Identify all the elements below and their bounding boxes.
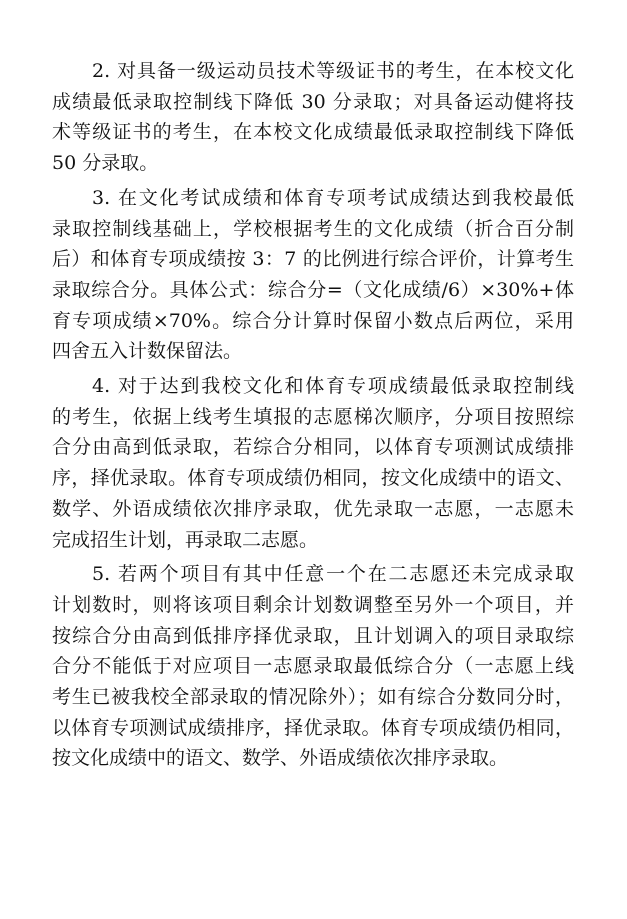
text-line: 合分不能低于对应项目一志愿录取最低综合分（一志愿上线 — [52, 655, 574, 678]
text-line: 按文化成绩中的语文、数学、外语成绩依次排序录取。 — [52, 747, 509, 770]
text-line: 50 分录取。 — [52, 152, 159, 175]
text-line: 2. 对具备一级运动员技术等级证书的考生，在本校文化 — [92, 60, 574, 82]
text-line: 录取控制线基础上，学校根据考生的文化成绩（折合百分制 — [52, 217, 574, 240]
text-line: 成绩最低录取控制线下降低 30 分录取；对具备运动健将技 — [52, 90, 574, 113]
paragraph-rule-4 — [52, 371, 574, 555]
text-line: 3. 在文化考试成绩和体育专项考试成绩达到我校最低 — [92, 186, 574, 209]
paragraph-rule-5 — [52, 559, 574, 774]
text-line: 四舍五入计数保留法。 — [52, 340, 243, 363]
paragraph-rule-2 — [52, 56, 574, 179]
text-line: 考生已被我校全部录取的情况除外）；如有综合分数同分时， — [52, 686, 574, 709]
text-line: 以体育专项测试成绩排序，择优录取。体育专项成绩仍相同， — [52, 716, 574, 739]
text-line: 计划数时，则将该项目剩余计划数调整至另外一个项目，并 — [52, 593, 574, 616]
text-line: 数学、外语成绩依次排序录取，优先录取一志愿，一志愿未 — [52, 497, 574, 520]
text-line: 按综合分由高到低排序择优录取，且计划调入的项目录取综 — [52, 624, 574, 647]
text-line: 序，择优录取。体育专项成绩仍相同，按文化成绩中的语文、 — [52, 467, 574, 490]
text-line: 术等级证书的考生，在本校文化成绩最低录取控制线下降低 — [52, 121, 574, 144]
text-line: 录取综合分。具体公式：综合分=（文化成绩/6）×30%+体 — [52, 278, 574, 301]
document-body — [52, 56, 574, 778]
text-line: 合分由高到低录取，若综合分相同，以体育专项测试成绩排 — [52, 436, 574, 459]
text-line: 后）和体育专项成绩按 3：7 的比例进行综合评价，计算考生 — [52, 248, 574, 271]
text-line: 完成招生计划，再录取二志愿。 — [52, 528, 319, 551]
paragraph-rule-3 — [52, 183, 574, 367]
text-line: 育专项成绩×70%。综合分计算时保留小数点后两位，采用 — [52, 309, 574, 332]
text-line: 4. 对于达到我校文化和体育专项成绩最低录取控制线 — [92, 375, 574, 398]
text-line: 的考生，依据上线考生填报的志愿梯次顺序，分项目按照综 — [52, 405, 574, 428]
text-line: 5. 若两个项目有其中任意一个在二志愿还未完成录取 — [92, 563, 574, 586]
